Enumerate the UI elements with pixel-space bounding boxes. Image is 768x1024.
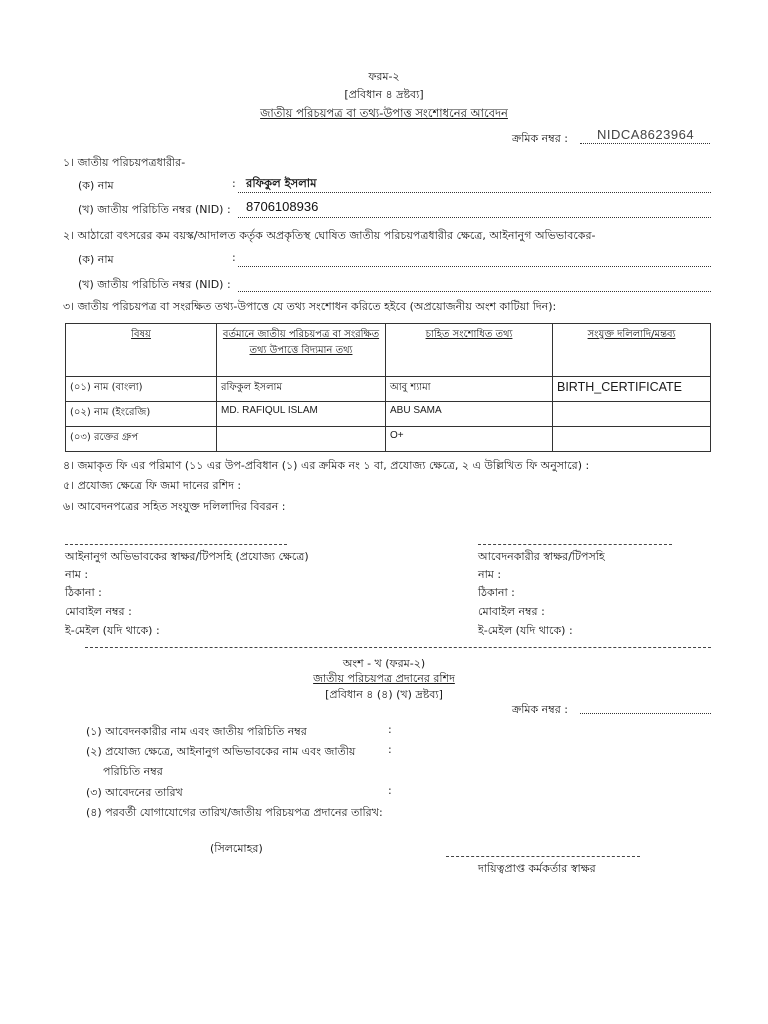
row1-requested[interactable]: আবু শ্যামা [386, 377, 553, 402]
col-attached-docs: সংযুক্ত দলিলাদি/মন্তব্য [553, 324, 711, 377]
guardian-nid-label: (খ) জাতীয় পরিচিতি নম্বর (NID) : [78, 278, 231, 291]
receipt-part-label: অংশ - খ (ফরম-২) [342, 657, 426, 670]
guardian-mobile-field: মোবাইল নম্বর : [65, 605, 132, 618]
correction-table [65, 323, 711, 452]
guardian-name-dotline [238, 266, 711, 267]
row2-current: MD. RAFIQUL ISLAM [217, 402, 386, 427]
row3-current [217, 427, 386, 452]
section1-heading: ১। জাতীয় পরিচয়পত্রধারীর- [63, 156, 186, 169]
officer-signature-label: দায়িত্বপ্রাপ্ত কর্মকর্তার স্বাক্ষর [478, 862, 596, 875]
serial-label: ক্রমিক নম্বর : [512, 132, 568, 145]
row1-doc[interactable]: BIRTH_CERTIFICATE [553, 377, 711, 402]
holder-name-value[interactable]: রফিকুল ইসলাম [246, 176, 317, 190]
section4-fee: ৪। জমাকৃত ফি এর পরিমাণ (১১ এর উপ-প্রবিধান (১) এর ক্রমিক নং ১ বা, প্রযোজ্য ক্ষেত্রে, ২ এ উল্লিখিত ফি অনুসারে) : [63, 459, 590, 472]
row1-current: রফিকুল ইসলাম [217, 377, 386, 402]
form-number: ফরম-২ [368, 70, 400, 83]
applicant-name-field: নাম : [478, 568, 502, 581]
section6-documents: ৬। আবেদনপত্রের সহিত সংযুক্ত দলিলাদির বিবরন : [63, 500, 286, 513]
applicant-address-field: ঠিকানা : [478, 586, 515, 599]
table-row [66, 377, 711, 402]
rule-reference: [প্রবিধান ৪ দ্রষ্টব্য] [344, 88, 424, 101]
col-subject: বিষয় [66, 324, 217, 377]
applicant-email-field: ই-মেইল (যদি থাকে) : [478, 624, 573, 637]
receipt-item-4: (৪) পরবর্তী যোগাযোগের তারিখ/জাতীয় পরিচয়পত্র প্রদানের তারিখ: [86, 806, 383, 819]
applicant-signature-line [478, 544, 672, 545]
guardian-name-field: নাম : [65, 568, 89, 581]
guardian-address-field: ঠিকানা : [65, 586, 102, 599]
seal-label: (সিলমোহর) [210, 842, 263, 855]
row3-requested[interactable]: O+ [386, 427, 553, 452]
row1-subject: (০১) নাম (বাংলা) [66, 377, 217, 402]
row2-doc[interactable] [553, 402, 711, 427]
table-row [66, 402, 711, 427]
row2-subject: (০২) নাম (ইংরেজি) [66, 402, 217, 427]
row3-doc[interactable] [553, 427, 711, 452]
guardian-name-label: (ক) নাম [78, 253, 114, 266]
holder-nid-value[interactable]: 8706108936 [246, 199, 319, 214]
section5-receipt: ৫। প্রযোজ্য ক্ষেত্রে ফি জমা দানের রশিদ : [63, 479, 242, 492]
section3-heading: ৩। জাতীয় পরিচয়পত্র বা সংরক্ষিত তথ্য-উপাত্তে যে তথ্য সংশোধন করিতে হইবে (অপ্রয়োজনীয় অংশ কাটিয়া দিন): [63, 300, 557, 313]
tear-off-divider [85, 647, 711, 648]
receipt-serial-label: ক্রমিক নম্বর : [512, 703, 568, 716]
receipt-serial-dotline [580, 713, 711, 714]
holder-name-colon: : [232, 177, 236, 190]
holder-nid-label: (খ) জাতীয় পরিচিতি নম্বর (NID) : [78, 203, 231, 216]
guardian-email-field: ই-মেইল (যদি থাকে) : [65, 624, 160, 637]
row2-requested[interactable]: ABU SAMA [386, 402, 553, 427]
receipt-item-2-colon: : [388, 743, 392, 756]
col-requested-info: চাহিত সংশোধিত তথ্য [386, 324, 553, 377]
section2-heading: ২। আঠারো বৎসরের কম বয়স্ক/আদালত কর্তৃক অপ্রকৃতিস্থ ঘোষিত জাতীয় পরিচয়পত্রধারীর ক্ষেত্রে, আইনানুগ অভিভাবকের- [63, 229, 596, 242]
receipt-item-2-cont: পরিচিতি নম্বর [103, 765, 163, 778]
col-current-info: বর্তমানে জাতীয় পরিচয়পত্র বা সংরক্ষিত তথ্য উপাত্তে বিদ্যমান তথ্য [217, 324, 386, 377]
holder-name-label: (ক) নাম [78, 179, 114, 192]
receipt-item-2: (২) প্রযোজ্য ক্ষেত্রে, আইনানুগ অভিভাবকের নাম এবং জাতীয় [86, 745, 356, 758]
receipt-title: জাতীয় পরিচয়পত্র প্রদানের রশিদ [313, 672, 455, 685]
applicant-signature-label: আবেদনকারীর স্বাক্ষর/টিপসহি [478, 550, 605, 563]
serial-dotline [580, 143, 710, 144]
holder-nid-dotline [238, 217, 711, 218]
receipt-item-1-colon: : [388, 723, 392, 736]
table-row [66, 427, 711, 452]
guardian-nid-dotline [238, 291, 711, 292]
guardian-signature-line [65, 544, 287, 545]
applicant-mobile-field: মোবাইল নম্বর : [478, 605, 545, 618]
page-title: জাতীয় পরিচয়পত্র বা তথ্য-উপাত্ত সংশোধনের আবেদন [260, 106, 508, 120]
holder-name-dotline [238, 192, 711, 193]
receipt-item-3: (৩) আবেদনের তারিখ [86, 786, 183, 799]
row3-subject: (০৩) রক্তের গ্রুপ [66, 427, 217, 452]
receipt-item-3-colon: : [388, 784, 392, 797]
serial-value: NIDCA8623964 [597, 127, 695, 142]
receipt-item-1: (১) আবেদনকারীর নাম এবং জাতীয় পরিচিতি নম্বর [86, 725, 307, 738]
guardian-name-colon: : [232, 251, 236, 264]
table-header-row [66, 324, 711, 377]
officer-signature-line [446, 856, 640, 857]
guardian-signature-label: আইনানুগ অভিভাবকের স্বাক্ষর/টিপসহি (প্রযোজ্য ক্ষেত্রে) [65, 550, 309, 563]
receipt-rule-reference: [প্রবিধান ৪ (৪) (খ) দ্রষ্টব্য] [325, 688, 443, 701]
